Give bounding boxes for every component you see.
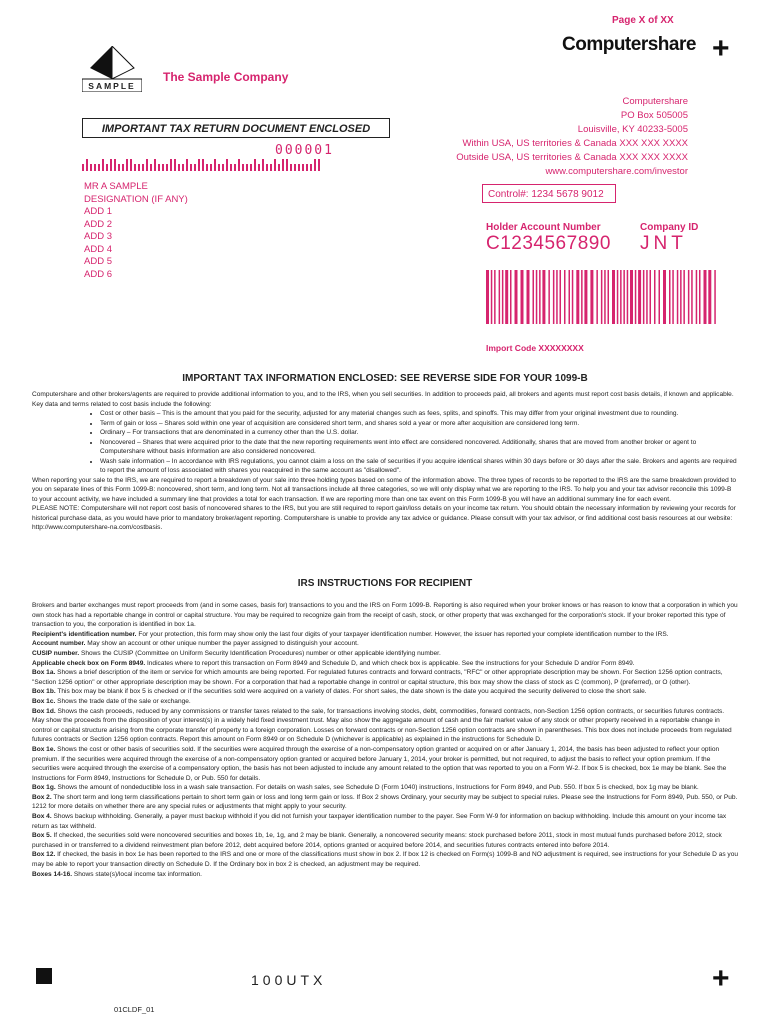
recipient-line: ADD 1 bbox=[84, 206, 112, 217]
address-line: Louisville, KY 40233-5005 bbox=[577, 124, 688, 135]
instruction-text: Shows the CUSIP (Committee on Uniform Security Identification Procedures) number or other applicable identifying number. bbox=[79, 649, 441, 657]
address-line: Computershare bbox=[622, 96, 688, 107]
company-id-value: JNT bbox=[640, 233, 687, 254]
recipient-line: DESIGNATION (IF ANY) bbox=[84, 193, 188, 205]
instruction-label: CUSIP number. bbox=[32, 649, 80, 657]
page-number: Page X of XX bbox=[612, 15, 674, 26]
address-line: Outside USA, US territories & Canada XXX XXX XXXX bbox=[456, 152, 688, 163]
paragraph: When reporting your sale to the IRS, we are required to report a breakdown of your sale into three holding types based on some of the information above. The three types of records to be reported to the IRS are the same breakdown provided to you on separate lines of this Form 1099-B: noncovered, short term, and long term. Not all transactions include all three categories, so we will only display what we are reporting to the IRS. To help you and your tax advisor reconcile this 1099-B to your account activity, we have included a summary line that provides a total for each transaction. If we are reporting more than one tax event on this Form 1099-B you will have an additional summary line for each event. bbox=[32, 476, 737, 503]
postal-barcode bbox=[82, 158, 324, 176]
instruction-label: Box 1c. bbox=[32, 697, 56, 705]
holder-account-number: C1234567890 bbox=[486, 233, 611, 254]
instruction-item bbox=[32, 649, 738, 659]
holder-account-label: Holder Account Number bbox=[486, 222, 601, 233]
registration-square-icon bbox=[36, 968, 52, 984]
section-heading-irs-instructions: IRS INSTRUCTIONS FOR RECIPIENT bbox=[297, 578, 473, 589]
instruction-label: Boxes 14-16. bbox=[32, 870, 73, 878]
computershare-address bbox=[456, 95, 688, 179]
control-number: Control#: 1234 5678 9012 bbox=[482, 184, 616, 203]
website-link[interactable]: www.computershare.com/investor bbox=[545, 166, 688, 177]
instruction-text: The short term and long term classifications pertain to short term gain or loss and long term gain or loss. If Box 2 shows Ordinary, your security may be subject to special rules. Please see the Instructions for Form 8949, Pub. 550, or Pub. 1212 for more details on whether there are any special rules or adjustments that might apply to your security. bbox=[32, 793, 738, 811]
instruction-item bbox=[32, 697, 738, 707]
list-item: • Ordinary – For transactions that are denominated in a currency other than the U.S. dollar. bbox=[100, 428, 738, 438]
instruction-text: May show an account or other unique number the payer assigned to distinguish your account. bbox=[85, 640, 359, 648]
company-name: The Sample Company bbox=[163, 70, 289, 84]
list-item: • Term of gain or loss – Shares sold within one year of acquisition are considered short term, and shares sold a year or more after acquisition are considered long term. bbox=[100, 419, 738, 429]
instruction-text: This box may be blank if box 5 is checked or if the securities sold were acquired on a variety of dates. For short sales, the date shown is the date you acquired the security delivered to close the short sale. bbox=[55, 688, 647, 696]
instruction-label: Box 1b. bbox=[32, 688, 56, 696]
instruction-text: Shows state(s)/local income tax information. bbox=[72, 870, 202, 878]
recipient-line: MR A SAMPLE bbox=[84, 181, 148, 192]
instruction-label: Box 2. bbox=[32, 793, 52, 801]
paragraph: PLEASE NOTE: Computershare will not report cost basis of noncovered shares to the IRS, but you are still required to report gain/loss details on your income tax return. You should obtain the necessary information by reviewing your records for historical purchase data, as you would have prior to mandatory broker/agent reporting. Computershare is unable to provide any tax advice or guidance. Please consult with your tax advisor, or find additional cost basis resources at our website: http://www.computershare-na.com/costbasis. bbox=[32, 505, 736, 531]
recipient-line: ADD 3 bbox=[84, 231, 112, 242]
form-id: 01CLDF_01 bbox=[114, 1005, 155, 1014]
instruction-text: Indicates where to report this transaction on Form 8949 and Schedule D, and which check box is applicable. See the instructions for your Schedule D and/or Form 8949. bbox=[145, 659, 635, 667]
registration-mark-icon: + bbox=[712, 962, 730, 995]
company-id-label: Company ID bbox=[640, 222, 699, 233]
section-heading-tax-info: IMPORTANT TAX INFORMATION ENCLOSED: SEE REVERSE SIDE FOR YOUR 1099-B bbox=[182, 373, 588, 384]
instruction-item bbox=[32, 745, 738, 783]
registration-mark-icon: + bbox=[712, 32, 730, 65]
instruction-text: If checked, the basis in box 1e has been reported to the IRS and one or more of the classifications must show in box 2. If box 12 is checked on Form(s) 1099-B and NO adjustment is required, see instructions for your Schedule D as you may be able to report your transaction directly on Schedule D. If the Ordinary box in box 2 is checked, an adjustment may be required. bbox=[32, 851, 738, 869]
postnet-barcode-icon bbox=[82, 159, 324, 171]
instruction-text: Shows the trade date of the sale or exchange. bbox=[55, 697, 191, 705]
instruction-label: Box 4. bbox=[32, 813, 52, 821]
instruction-item bbox=[32, 850, 738, 869]
instruction-label: Box 12. bbox=[32, 851, 56, 859]
instruction-item bbox=[32, 687, 738, 697]
instruction-text: Shows a brief description of the item or service for which amounts are being reported. For regulated futures contracts and forward contracts, "RFC" or other appropriate description may be shown. For Section 1256 option contracts, "Section 1256 option" or other appropriate description may be shown. For a corporation that had a reportable change in control or capital structure, this box may show the class of stock as C (common), P (preferred), or O (other). bbox=[32, 669, 723, 686]
sample-label: SAMPLE bbox=[88, 81, 136, 91]
instruction-label: Recipient's identification number. bbox=[32, 630, 137, 638]
instruction-item bbox=[32, 639, 738, 649]
recipient-line: ADD 2 bbox=[84, 218, 112, 230]
instruction-label: Account number. bbox=[32, 640, 86, 648]
instruction-item bbox=[32, 668, 738, 687]
barcode-icon bbox=[486, 270, 722, 324]
instruction-item bbox=[32, 812, 738, 831]
computershare-logo: Computershare bbox=[562, 34, 696, 55]
recipient-line: ADD 4 bbox=[84, 243, 112, 255]
instruction-label: Box 5. bbox=[32, 832, 52, 840]
instruction-label: Box 1d. bbox=[32, 707, 56, 715]
instruction-label: Box 1e. bbox=[32, 745, 56, 753]
paragraph: Computershare and other brokers/agents are required to provide additional information to you, and to the IRS, when you sell securities. In addition to proceeds paid, all brokers and agents must report cost basis details, if known and applicable. Key data and terms related to cost basis include the following: bbox=[32, 391, 734, 408]
list-item: • Cost or other basis – This is the amount that you paid for the security, adjusted for any material changes such as fees, splits, and spinoffs. This may differ from your original investment due to rounding. bbox=[100, 409, 738, 419]
import-code: Import Code XXXXXXXX bbox=[486, 343, 584, 353]
instruction-text: Shows the cost or other basis of securities sold. If the securities were acquired through the exercise of a non-compensatory option granted or acquired on or after January 1, 2014, the basis has been adjusted to reflect your option premium. If the securities were acquired through the exercise of a non-compensatory option granted or acquired before January 1, 2014, your broker is permitted, but not required, to adjust the basis to reflect your option premium. If the securities were acquired through the exercise of a compensatory option, the basis has not been adjusted to include any amount related to the option that was reported to you on a Form W-2. If box 5 is checked, box 1e may be blank. See the Instructions for Form 8949, Instructions for Schedule D, or Pub. 550 for details. bbox=[32, 745, 727, 782]
paragraph: Brokers and barter exchanges must report proceeds from (and in some cases, basis for) transactions to you and the IRS on Form 1099-B. Reporting is also required when your broker knows or has reason to know that a corporation in which you own stock has had a reportable change in control or capital structure. You may be required to recognize gain from the receipt of cash, stock, or other property that was exchanged for the corporation's stock. If your broker reported this type of transaction to you, the corporation is identified in box 1a. bbox=[32, 602, 738, 629]
sequence-number: 000001 bbox=[275, 143, 334, 158]
instruction-item bbox=[32, 831, 738, 850]
instruction-item bbox=[32, 793, 738, 812]
instruction-text: If checked, the securities sold were noncovered securities and boxes 1b, 1e, 1g, and 2 may be blank. Generally, a noncovered security means: stock purchased before 2011, stock in most mutual funds purchased before 2012, stock purchased in or transferred to a dividend reinvestment plan before 2012, debt acquired before 2014, options granted or acquired before 2014, and securities futures contracts entered into before 2014. bbox=[32, 832, 722, 849]
instruction-item bbox=[32, 707, 738, 745]
list-item: • Noncovered – Shares that were acquired prior to the date that the new reporting requirements went into effect are considered noncovered. Additionally, shares that are moved from another broker or agent to Computershare without basis information are also considered noncovered. bbox=[100, 438, 738, 457]
footer-code: 100UTX bbox=[251, 972, 327, 988]
instruction-item bbox=[32, 870, 738, 880]
sample-logo bbox=[82, 46, 142, 92]
irs-instructions-body bbox=[32, 601, 738, 879]
instruction-label: Box 1a. bbox=[32, 669, 56, 677]
list-item: • Wash sale information – In accordance with IRS regulations, you cannot claim a loss on the sale of securities if you acquire identical shares within 30 days before or 30 days after the sale. Brokers and agents are required to report the amount of loss associated with shares you reacquired in the same account as "disallowed". bbox=[100, 457, 738, 476]
recipient-address bbox=[84, 181, 188, 281]
instruction-text: Shows backup withholding. Generally, a payer must backup withhold if you did not furnish your taxpayer identification number to the payer. See Form W-9 for information on backup withholding. Include this amount on your income tax return as tax withheld. bbox=[32, 813, 727, 830]
address-line: Within USA, US territories & Canada XXX XXX XXXX bbox=[462, 138, 688, 149]
instruction-label: Box 1g. bbox=[32, 784, 56, 792]
instruction-item bbox=[32, 659, 738, 669]
tax-notice-box: IMPORTANT TAX RETURN DOCUMENT ENCLOSED bbox=[82, 118, 390, 138]
instruction-label: Applicable check box on Form 8949. bbox=[32, 659, 146, 667]
recipient-line: ADD 5 bbox=[84, 256, 112, 267]
instruction-item bbox=[32, 783, 738, 793]
account-barcode bbox=[486, 270, 722, 329]
tax-info-body bbox=[32, 390, 738, 533]
recipient-line: ADD 6 bbox=[84, 268, 112, 280]
cost-basis-terms-list bbox=[32, 409, 738, 476]
address-line: PO Box 505005 bbox=[620, 110, 688, 121]
instruction-item bbox=[32, 630, 738, 640]
instruction-text: For your protection, this form may show only the last four digits of your taxpayer identification number. However, the issuer has reported your complete identification number to the IRS. bbox=[136, 630, 669, 638]
instruction-text: Shows the cash proceeds, reduced by any commissions or transfer taxes related to the sale, for transactions involving stocks, debt, commodities, forward contracts, non-Section 1256 option contracts, or securities futures contracts. May show the proceeds from the disposition of your interest(s) in a widely held fixed investment trust. May also show the aggregate amount of cash and the fair market value of any stock or other property received in a reportable change in control or capital structure arising from the corporate transfer of property to a foreign corporation. Losses on forward contracts or non-Section 1256 option contracts are shown in parentheses. This box does not include proceeds from regulated futures contracts or Section 1256 option contracts. Report this amount on Form 8949 or on Schedule D (whichever is applicable) as explained in the instructions for Schedule D. bbox=[32, 707, 732, 744]
instruction-text: Shows the amount of nondeductible loss in a wash sale transaction. For details on wash sales, see Schedule D (Form 1040) instructions, Instructions for Form 8949, and Pub. 550. If box 5 is checked, box 1g may be blank. bbox=[55, 784, 699, 792]
